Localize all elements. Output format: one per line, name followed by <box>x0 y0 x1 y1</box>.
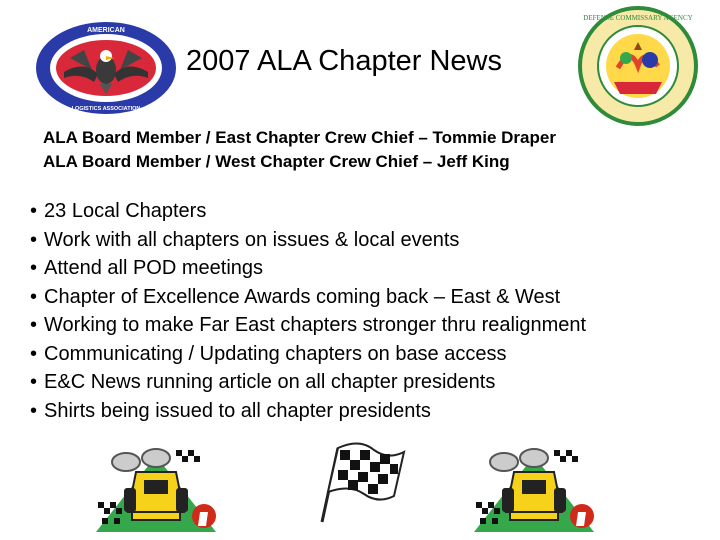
bullet-item: • Chapter of Excellence Awards coming back – East & West <box>30 283 586 312</box>
bullet-item: • Working to make Far East chapters stronger thru realignment <box>30 311 586 340</box>
slide-title: 2007 ALA Chapter News <box>186 45 502 77</box>
leader-west: ALA Board Member / West Chapter Crew Chief – Jeff King <box>43 152 510 171</box>
bullet-item: • Work with all chapters on issues & local events <box>30 226 586 255</box>
bullet-item: • Shirts being issued to all chapter presidents <box>30 397 586 426</box>
bullet-item: • E&C News running article on all chapter presidents <box>30 368 586 397</box>
bullet-item: • 23 Local Chapters <box>30 197 586 226</box>
ala-logo-text-top: AMERICAN <box>87 27 125 34</box>
board-members <box>43 126 556 174</box>
ala-logo-text-bottom: LOGISTICS ASSOCIATION <box>71 106 141 112</box>
leader-east: ALA Board Member / East Chapter Crew Chief – Tommie Draper <box>43 128 556 147</box>
checkered-flag-icon <box>308 438 408 524</box>
bullet-item: • Communicating / Updating chapters on base access <box>30 340 586 369</box>
deca-seal-icon <box>578 6 698 126</box>
ala-logo-icon <box>34 20 178 116</box>
deca-seal-text: DEFENSE COMMISSARY AGENCY <box>583 14 693 22</box>
race-car-icon <box>470 442 598 534</box>
bullet-list <box>30 197 586 425</box>
bullet-item: • Attend all POD meetings <box>30 254 586 283</box>
race-car-icon <box>92 442 220 534</box>
